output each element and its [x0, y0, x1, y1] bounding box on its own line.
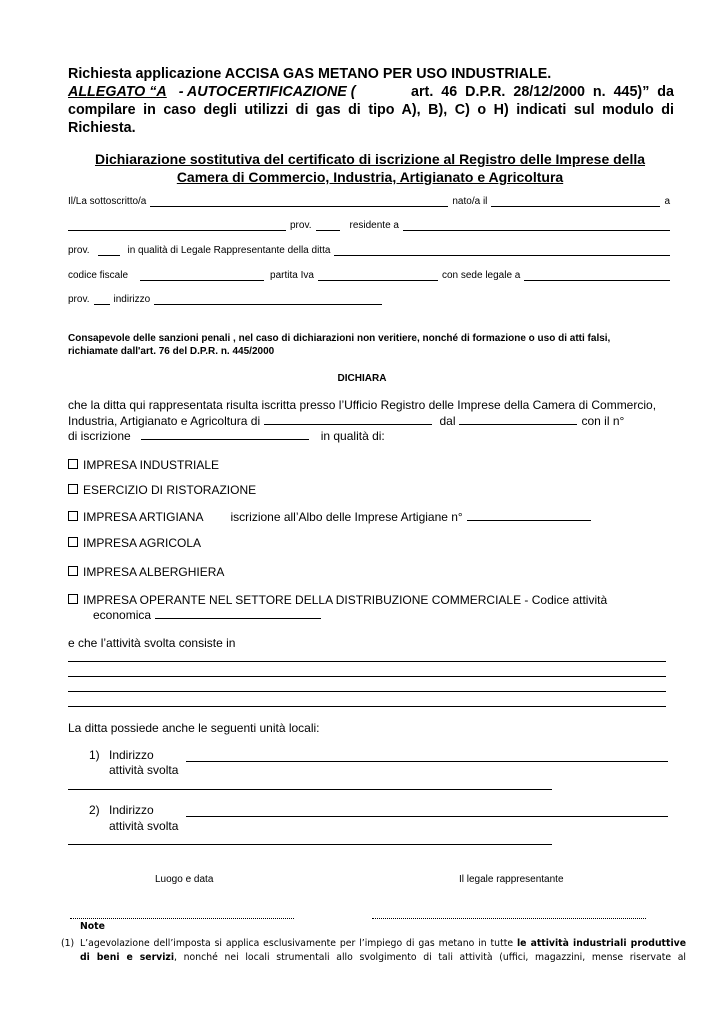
- unit-1-activity-field[interactable]: [68, 789, 552, 790]
- prov-field[interactable]: [98, 246, 120, 256]
- note-bold: di beni e servizi: [80, 952, 175, 963]
- note-line1: [80, 938, 686, 949]
- option-label: IMPRESA ARTIGIANA: [83, 510, 204, 524]
- tax-code-field[interactable]: [140, 271, 264, 281]
- label: prov.: [68, 294, 90, 305]
- para-line3: [68, 428, 385, 443]
- activity-line[interactable]: [68, 706, 666, 707]
- para-line1: che la ditta qui rappresentata risulta iscritta presso l’Ufficio Registro delle Imprese della Camera di Commercio,: [68, 398, 657, 412]
- activity-code-field[interactable]: [155, 607, 321, 619]
- label: a: [664, 196, 670, 207]
- prov-field[interactable]: [94, 295, 110, 305]
- chamber-field[interactable]: [264, 413, 432, 425]
- subtitle-line2: Camera di Commercio, Industria, Artigianato e Agricoltura: [176, 169, 564, 185]
- unit-1-activity-label: attività svolta: [109, 763, 179, 777]
- economica-line: [93, 607, 325, 622]
- label: prov.: [290, 220, 312, 231]
- prov-field[interactable]: [316, 221, 340, 231]
- checkbox-icon[interactable]: [68, 511, 78, 521]
- label: Il/La sottoscritto/a: [68, 196, 147, 207]
- note-line2: [80, 952, 686, 963]
- legal-seat-field[interactable]: [524, 271, 670, 281]
- form-row-5: [68, 294, 670, 305]
- option-label: IMPRESA AGRICOLA: [83, 536, 202, 550]
- note-text: , nonché nei locali strumentali allo svolgimento di tali attività (uffici, magazzini, mense riservate al: [174, 952, 686, 963]
- unit-2-number: 2): [89, 803, 100, 817]
- option-label: ESERCIZIO DI RISTORAZIONE: [83, 483, 257, 497]
- vat-field[interactable]: [318, 271, 438, 281]
- unit-2-address-field[interactable]: [186, 816, 668, 817]
- title-line3: compilare in caso degli utilizzi di gas di tipo A), B), C) o H) indicati sul modulo di: [68, 102, 674, 118]
- activity-label: e che l’attività svolta consiste in: [68, 636, 236, 650]
- note-text: L’agevolazione dell’imposta si applica esclusivamente per l’impiego di gas metano in tutte: [80, 938, 517, 949]
- activity-line[interactable]: [68, 691, 666, 692]
- birth-date-field[interactable]: [491, 197, 660, 207]
- option-distribuzione[interactable]: [68, 593, 607, 607]
- activity-line[interactable]: [68, 676, 666, 677]
- label: di iscrizione: [68, 429, 131, 443]
- luogo-data-label: Luogo e data: [155, 874, 214, 885]
- checkbox-icon[interactable]: [68, 537, 78, 547]
- unit-1-number: 1): [89, 748, 100, 762]
- unita-intro: La ditta possiede anche le seguenti unità locali:: [68, 721, 320, 735]
- label: in qualità di:: [320, 429, 385, 443]
- albo-label: iscrizione all’Albo delle Imprese Artigiane n°: [230, 510, 463, 524]
- label: prov.: [68, 245, 90, 256]
- checkbox-icon[interactable]: [68, 594, 78, 604]
- subtitle-line1: Dichiarazione sostitutiva del certificato di iscrizione al Registro delle Imprese della: [94, 151, 646, 167]
- unit-1-address-label: Indirizzo: [109, 748, 154, 762]
- label: residente a: [349, 220, 399, 231]
- form-row-4: [68, 270, 670, 281]
- dichiara-heading: DICHIARA: [337, 373, 387, 384]
- name-field[interactable]: [150, 197, 448, 207]
- label: nato/a il: [452, 196, 488, 207]
- option-artigiana[interactable]: [68, 509, 595, 524]
- form-row-2: [68, 220, 670, 231]
- unit-2-activity-field[interactable]: [68, 844, 552, 845]
- checkbox-icon[interactable]: [68, 459, 78, 469]
- option-label: IMPRESA INDUSTRIALE: [83, 458, 220, 472]
- title-line: Richiesta applicazione ACCISA GAS METANO PER USO INDUSTRIALE.: [68, 66, 552, 82]
- art-ref: art. 46 D.P.R. 28/12/2000 n. 445)” da: [411, 84, 674, 100]
- place-date-signature-line[interactable]: [70, 918, 294, 919]
- birth-place-field[interactable]: [68, 221, 286, 231]
- label: con sede legale a: [441, 270, 521, 281]
- allegato-line: [68, 84, 674, 100]
- unit-1-address-field[interactable]: [186, 761, 668, 762]
- title-line4: Richiesta.: [68, 120, 136, 136]
- allegato-a: ALLEGATO “A: [68, 84, 167, 100]
- option-label: IMPRESA OPERANTE NEL SETTORE DELLA DISTRIBUZIONE COMMERCIALE - Codice attività: [83, 593, 608, 607]
- residence-field[interactable]: [403, 221, 670, 231]
- address-field[interactable]: [154, 295, 382, 305]
- note-title: Note: [80, 921, 105, 932]
- representative-signature-line[interactable]: [372, 918, 646, 919]
- label: partita Iva: [270, 270, 314, 281]
- consapevole-line1: Consapevole delle sanzioni penali , nel caso di dichiarazioni non veritiere, nonché di formazione o uso di atti falsi,: [68, 333, 611, 344]
- option-alberghiera[interactable]: [68, 565, 224, 579]
- para-line2: [68, 413, 624, 428]
- activity-line[interactable]: [68, 661, 666, 662]
- note-bold: le attività industriali produttive: [516, 938, 687, 949]
- company-field[interactable]: [334, 246, 670, 256]
- label: indirizzo: [113, 294, 151, 305]
- label: codice fiscale: [68, 270, 129, 281]
- label: dal: [439, 414, 456, 428]
- unit-2-activity-label: attività svolta: [109, 819, 179, 833]
- form-row-1: [68, 196, 670, 207]
- label: con il n°: [581, 414, 625, 428]
- date-field[interactable]: [459, 413, 577, 425]
- autocertificazione: - AUTOCERTIFICAZIONE (: [178, 84, 356, 100]
- checkbox-icon[interactable]: [68, 566, 78, 576]
- allegato-label: [68, 84, 356, 100]
- albo-number-field[interactable]: [467, 509, 591, 521]
- label: Industria, Artigianato e Agricoltura di: [68, 414, 261, 428]
- consapevole-line2: richiamate dall'art. 76 del D.P.R. n. 445/2000: [68, 346, 275, 357]
- option-ristorazione[interactable]: [68, 483, 256, 497]
- label: in qualità di Legale Rappresentante della ditta: [127, 245, 331, 256]
- legale-label: Il legale rappresentante: [459, 874, 564, 885]
- option-industriale[interactable]: [68, 458, 219, 472]
- note-number: (1): [61, 938, 75, 949]
- unit-2-address-label: Indirizzo: [109, 803, 154, 817]
- label: economica: [93, 608, 152, 622]
- option-agricola[interactable]: [68, 536, 201, 550]
- option-label: IMPRESA ALBERGHIERA: [83, 565, 225, 579]
- checkbox-icon[interactable]: [68, 484, 78, 494]
- registration-number-field[interactable]: [141, 428, 309, 440]
- form-row-3: [68, 245, 670, 256]
